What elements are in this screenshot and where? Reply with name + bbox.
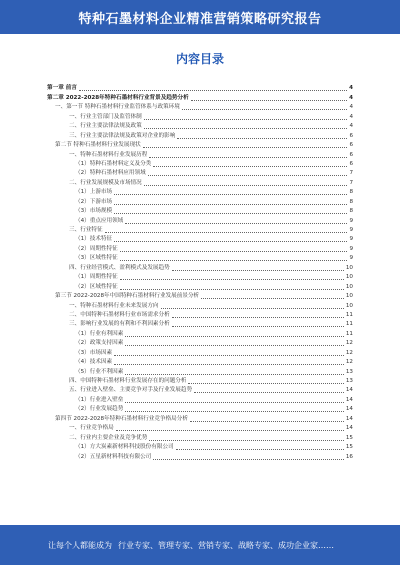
- toc-leader-dots: [143, 146, 348, 148]
- toc-entry-page: 6: [349, 151, 353, 158]
- toc-entry[interactable]: [47, 292, 353, 301]
- toc-entry[interactable]: [47, 433, 353, 442]
- toc-entry-page: 15: [345, 434, 353, 441]
- toc-leader-dots: [114, 193, 347, 195]
- toc-entry-page: 10: [345, 283, 353, 290]
- toc-entry-page: 6: [349, 160, 353, 167]
- toc-entry[interactable]: [47, 395, 353, 404]
- toc-leader-dots: [114, 363, 344, 365]
- toc-leader-dots: [190, 420, 344, 422]
- toc-entry-page: 11: [345, 321, 353, 328]
- toc-leader-dots: [105, 231, 348, 233]
- toc-leader-dots: [114, 354, 344, 356]
- toc-entry[interactable]: [47, 93, 353, 102]
- toc-entry-title: 一、行业竞争格局: [69, 425, 114, 432]
- toc-entry-page: 14: [345, 415, 353, 422]
- toc-entry-title: （1）上游市场: [75, 189, 113, 196]
- toc-entry-page: 6: [349, 142, 353, 149]
- toc-entry-title: 三、行业特征: [69, 227, 103, 233]
- toc-leader-dots: [177, 137, 347, 139]
- toc-entry-title: 一、第一节 特种石墨材料行业监管体系与政策环境: [55, 104, 180, 111]
- toc-entry-title: 第二节 特种石墨材料行业发展现状: [55, 142, 141, 149]
- toc-entry-title: （3）区域性特征: [75, 255, 118, 262]
- toc-entry-title: 二、行业内主要企业及竞争优势: [69, 434, 148, 441]
- toc-entry-title: 第三节 2022-2028年中国特种石墨材料行业发展前景分析: [55, 293, 200, 300]
- toc-entry[interactable]: [47, 226, 353, 235]
- report-header-bar: [0, 0, 400, 34]
- toc-entry[interactable]: [47, 348, 353, 357]
- toc-entry[interactable]: [47, 254, 353, 263]
- footer-bar: [0, 525, 400, 565]
- toc-entry-title: （2）行业发展趋势: [75, 406, 124, 413]
- toc-entry-page: 13: [345, 368, 353, 375]
- toc-entry-title: （3）市场规模: [75, 208, 113, 215]
- toc-entry-title: （2）区域性特征: [75, 283, 118, 290]
- toc-entry-page: 7: [349, 170, 353, 177]
- toc-leader-dots: [182, 108, 348, 110]
- toc-entry[interactable]: [47, 320, 353, 329]
- toc-entry-page: 10: [345, 293, 353, 300]
- toc-entry-title: （1）技术特征: [75, 236, 113, 243]
- toc-leader-dots: [172, 325, 344, 327]
- toc-entry-title: 第四节 2022-2028年特种石墨材料行业竞争格局分析: [55, 415, 188, 422]
- toc-leader-dots: [125, 335, 344, 337]
- toc-leader-dots: [172, 269, 344, 271]
- toc-entry[interactable]: [47, 235, 353, 244]
- toc-entry[interactable]: [47, 263, 353, 272]
- toc-entry-title: 二、行业主要法律法规及政策: [69, 123, 142, 130]
- toc-entry[interactable]: [47, 131, 353, 140]
- toc-leader-dots: [149, 156, 347, 158]
- toc-entry-page: 6: [349, 132, 353, 139]
- toc-leader-dots: [194, 391, 344, 393]
- toc-entry-page: 10: [345, 264, 353, 271]
- toc-entry-title: 二、行业发展规模及市场情况: [69, 179, 142, 186]
- toc-entry[interactable]: [47, 358, 353, 367]
- toc-entry-title: （3）市场因素: [75, 349, 113, 356]
- toc-leader-dots: [191, 99, 347, 101]
- toc-entry-page: 11: [345, 311, 353, 318]
- toc-entry-title: （1）行业进入壁垒: [75, 396, 124, 403]
- toc-entry-page: 12: [345, 349, 353, 356]
- toc-entry-title: （2）政策支持因素: [75, 340, 124, 347]
- toc-entry-title: （1）周期性特征: [75, 274, 118, 281]
- toc-entry-title: （4）重点应用领域: [75, 217, 124, 224]
- toc-entry-title: （2）下游市场: [75, 198, 113, 205]
- toc-entry[interactable]: [47, 377, 353, 386]
- toc-entry-title: 第一章 前言: [47, 85, 77, 92]
- toc-entry-page: 14: [345, 406, 353, 413]
- toc-entry-page: 9: [349, 255, 353, 262]
- toc-heading: 内容目录: [175, 52, 224, 66]
- toc-entry-title: 一、特种石墨材料行业未来发展方向: [69, 302, 159, 309]
- toc-entry[interactable]: [47, 424, 353, 433]
- toc-entry-title: （4）技术因素: [75, 359, 113, 366]
- toc-entry[interactable]: [47, 178, 353, 187]
- toc-entry[interactable]: [47, 141, 353, 150]
- toc-entry[interactable]: [47, 301, 353, 310]
- toc-entry[interactable]: [47, 216, 353, 225]
- toc-entry[interactable]: [47, 169, 353, 178]
- toc-entry-page: 11: [345, 330, 353, 337]
- toc-leader-dots: [114, 203, 347, 205]
- toc-entry-title: 第二章 2022-2028年特种石墨材料行业背景及趋势分析: [47, 94, 189, 101]
- toc-entry-title: （1）行业有利因素: [75, 330, 124, 337]
- toc-leader-dots: [79, 89, 347, 91]
- toc-entry-page: 9: [349, 217, 353, 224]
- toc-entry[interactable]: [47, 244, 353, 253]
- toc-entry[interactable]: [47, 311, 353, 320]
- toc-entry-page: 4: [349, 123, 353, 130]
- toc-entry-title: 五、行业进入壁垒、主要竞争对手及行业发展趋势: [69, 387, 193, 394]
- toc-leader-dots: [125, 373, 344, 375]
- table-of-contents: [47, 84, 353, 462]
- report-title: 特种石墨材料企业精准营销策略研究报告: [78, 11, 322, 27]
- toc-entry-page: 8: [349, 189, 353, 196]
- toc-entry[interactable]: [47, 207, 353, 216]
- toc-entry-page: 9: [349, 227, 353, 233]
- toc-leader-dots: [148, 174, 348, 176]
- toc-entry-page: 14: [345, 396, 353, 403]
- toc-leader-dots: [176, 448, 344, 450]
- toc-leader-dots: [153, 458, 344, 460]
- toc-entry[interactable]: [47, 122, 353, 131]
- toc-entry-page: 14: [345, 425, 353, 432]
- toc-entry-title: （2）周期性特征: [75, 245, 118, 252]
- toc-entry[interactable]: [47, 197, 353, 206]
- toc-entry[interactable]: [47, 414, 353, 423]
- toc-entry-title: 二、中国特种石墨材料行业市场需求分析: [69, 311, 170, 318]
- footer-slogan: 行业专家、管理专家、营销专家、战略专家、成功企业家……: [118, 540, 334, 550]
- toc-entry-page: 9: [349, 236, 353, 243]
- toc-leader-dots: [120, 250, 348, 252]
- toc-entry-page: 9: [349, 245, 353, 252]
- toc-leader-dots: [120, 288, 344, 290]
- toc-entry-page: 10: [345, 302, 353, 309]
- toc-entry-page: 16: [345, 453, 353, 460]
- toc-leader-dots: [116, 429, 344, 431]
- toc-entry[interactable]: [47, 367, 353, 376]
- toc-leader-dots: [172, 316, 344, 318]
- toc-entry[interactable]: [47, 443, 353, 452]
- toc-leader-dots: [125, 222, 347, 224]
- toc-entry-page: 10: [345, 274, 353, 281]
- toc-entry-title: 一、特种石墨材料行业发展历程: [69, 151, 148, 158]
- toc-leader-dots: [149, 439, 344, 441]
- toc-entry[interactable]: [47, 282, 353, 291]
- toc-entry[interactable]: [47, 339, 353, 348]
- toc-leader-dots: [144, 184, 348, 186]
- toc-entry-page: 12: [345, 340, 353, 347]
- toc-leader-dots: [125, 410, 344, 412]
- toc-entry-page: 14: [345, 387, 353, 394]
- toc-entry-page: 15: [345, 444, 353, 451]
- toc-leader-dots: [144, 127, 348, 129]
- toc-entry-page: 8: [349, 208, 353, 215]
- toc-entry-page: 4: [349, 104, 353, 111]
- footer-lead: 让每个人都能成为: [48, 540, 112, 550]
- toc-entry-title: （2）五星新材料科技有限公司: [75, 453, 152, 460]
- toc-entry-page: 4: [349, 113, 353, 120]
- toc-leader-dots: [125, 344, 344, 346]
- toc-leader-dots: [144, 118, 348, 120]
- toc-leader-dots: [114, 212, 347, 214]
- toc-entry[interactable]: [47, 188, 353, 197]
- toc-entry-title: 三、影响行业发展的有利和不利因素分析: [69, 321, 170, 328]
- toc-entry-title: 四、中国特种石墨材料行业发展存在的问题分析: [69, 378, 187, 384]
- toc-leader-dots: [125, 401, 344, 403]
- footer-text: [0, 540, 334, 551]
- toc-entry-title: （2）特种石墨材料应用领域: [75, 170, 146, 177]
- toc-entry[interactable]: [47, 103, 353, 112]
- toc-entry[interactable]: [47, 386, 353, 395]
- toc-leader-dots: [153, 165, 347, 167]
- toc-entry[interactable]: [47, 84, 353, 93]
- toc-entry[interactable]: [47, 150, 353, 159]
- toc-entry-title: （1）方大炭素新材料科技股份有限公司: [75, 444, 174, 451]
- toc-entry-page: 8: [349, 198, 353, 205]
- toc-entry-page: 12: [345, 359, 353, 366]
- toc-entry-title: （5）行业不利因素: [75, 368, 124, 375]
- toc-entry[interactable]: [47, 273, 353, 282]
- toc-entry-page: 7: [349, 179, 353, 186]
- toc-leader-dots: [161, 307, 344, 309]
- toc-entry[interactable]: [47, 452, 353, 461]
- toc-entry-title: 三、行业主要法律法规及政策对企业的影响: [69, 132, 176, 139]
- toc-entry-page: 13: [345, 378, 353, 384]
- toc-entry[interactable]: [47, 160, 353, 169]
- toc-entry[interactable]: [47, 329, 353, 338]
- toc-leader-dots: [201, 297, 344, 299]
- toc-entry-page: 4: [349, 94, 353, 101]
- toc-entry[interactable]: [47, 112, 353, 121]
- toc-entry-page: 4: [349, 85, 353, 92]
- toc-entry[interactable]: [47, 405, 353, 414]
- toc-leader-dots: [114, 240, 347, 242]
- toc-entry-title: 一、行业主管部门及监管体制: [69, 113, 142, 120]
- toc-entry-title: 四、行业经营模式、盈利模式及发展趋势: [69, 264, 170, 271]
- toc-leader-dots: [188, 382, 343, 384]
- toc-leader-dots: [120, 278, 344, 280]
- toc-entry-title: （1）特种石墨材料定义及分类: [75, 160, 152, 167]
- toc-leader-dots: [120, 259, 348, 261]
